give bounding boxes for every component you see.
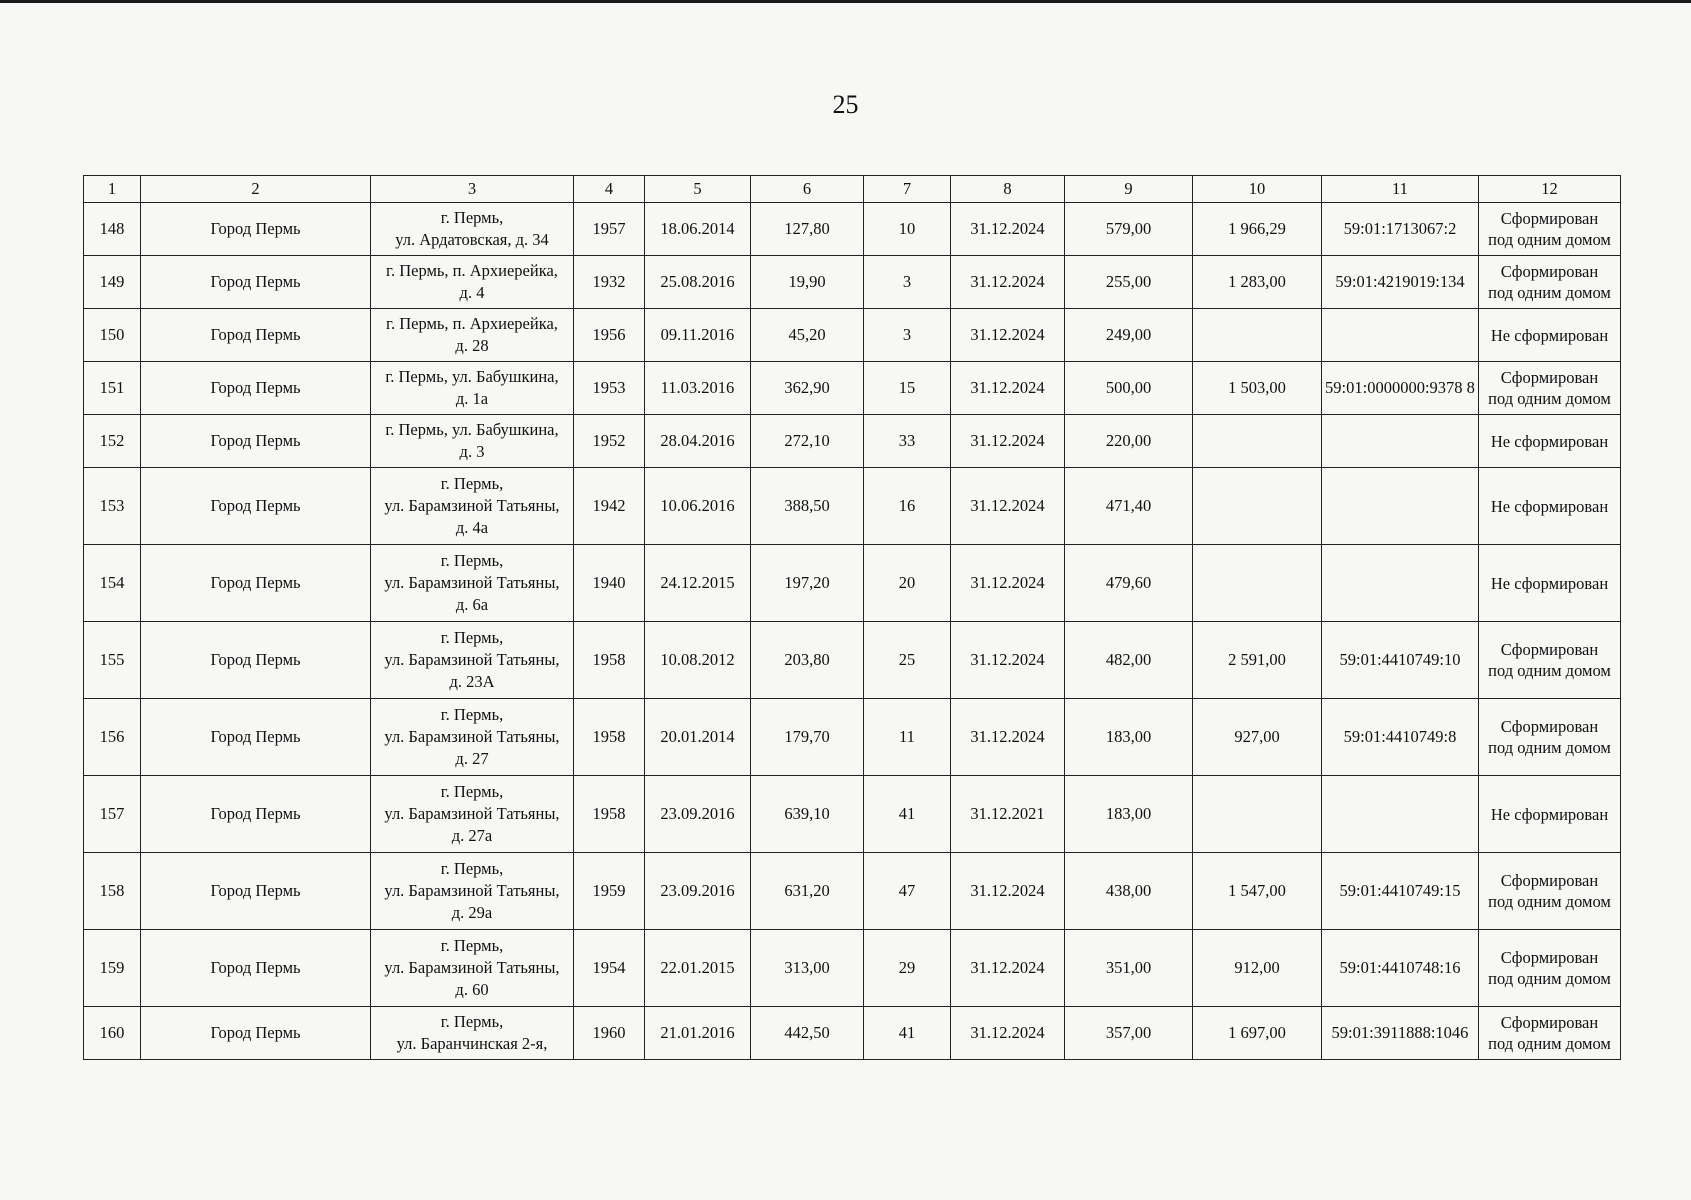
table-row: [84, 853, 1621, 930]
residents-cell: 10: [864, 203, 951, 256]
area-cell: 197,20: [751, 545, 864, 622]
column-header: 5: [645, 176, 751, 203]
status-cell: [1479, 309, 1621, 362]
value10-cell: [1193, 468, 1322, 545]
address-line: ул. Барамзиной Татьяны,: [384, 958, 560, 977]
row-number-cell: 154: [84, 545, 141, 622]
row-number-cell: 150: [84, 309, 141, 362]
status-cell: [1479, 468, 1621, 545]
year-cell: 1959: [574, 853, 645, 930]
status-line: Не сформирован: [1490, 431, 1609, 451]
cadastral-number-cell: 59:01:4219019:134: [1322, 256, 1479, 309]
status-line: под одним домом: [1488, 969, 1611, 988]
value10-cell: 927,00: [1193, 699, 1322, 776]
column-header: 3: [371, 176, 574, 203]
residents-cell: 41: [864, 1007, 951, 1060]
cadastral-number-cell: [1322, 776, 1479, 853]
row-number-cell: 155: [84, 622, 141, 699]
address-line: ул. Барамзиной Татьяны,: [384, 804, 560, 823]
address-line: ул. Барамзиной Татьяны,: [384, 496, 560, 515]
address-cell: [371, 699, 574, 776]
year-cell: 1953: [574, 362, 645, 415]
address-cell: [371, 203, 574, 256]
residents-cell: 3: [864, 309, 951, 362]
area-cell: 631,20: [751, 853, 864, 930]
status-cell: [1479, 622, 1621, 699]
address-line: д. 4а: [455, 518, 489, 537]
address-cell: [371, 309, 574, 362]
status-line: Сформирован: [1500, 948, 1599, 967]
area-cell: 203,80: [751, 622, 864, 699]
year-cell: 1952: [574, 415, 645, 468]
status-cell: [1479, 415, 1621, 468]
row-number-cell: 152: [84, 415, 141, 468]
date-cell: 10.08.2012: [645, 622, 751, 699]
status-line: Не сформирован: [1490, 325, 1609, 345]
address-line: г. Пермь,: [440, 1012, 504, 1031]
status-cell: [1479, 776, 1621, 853]
address-line: д. 4: [459, 283, 485, 302]
row-number-cell: 151: [84, 362, 141, 415]
address-line: д. 28: [455, 336, 489, 355]
table-row: [84, 776, 1621, 853]
status-line: Не сформирован: [1490, 573, 1609, 593]
year-cell: 1942: [574, 468, 645, 545]
status-line: Сформирован: [1500, 368, 1599, 387]
status-line: Сформирован: [1500, 717, 1599, 736]
scan-top-edge: [0, 0, 1691, 3]
status-line: Сформирован: [1500, 209, 1599, 228]
value10-cell: 2 591,00: [1193, 622, 1322, 699]
status-cell: [1479, 256, 1621, 309]
status-line: под одним домом: [1488, 661, 1611, 680]
residents-cell: 47: [864, 853, 951, 930]
status-cell: [1479, 853, 1621, 930]
value9-cell: 479,60: [1065, 545, 1193, 622]
date-cell: 11.03.2016: [645, 362, 751, 415]
table-row: [84, 256, 1621, 309]
address-line: г. Пермь, п. Архиерейка,: [386, 314, 558, 333]
value10-cell: 1 283,00: [1193, 256, 1322, 309]
address-line: д. 3: [459, 442, 485, 461]
address-line: ул. Баранчинская 2-я,: [396, 1034, 548, 1053]
municipality-cell: Город Пермь: [141, 776, 371, 853]
value10-cell: [1193, 415, 1322, 468]
value9-cell: 471,40: [1065, 468, 1193, 545]
residents-cell: 11: [864, 699, 951, 776]
table-row: [84, 203, 1621, 256]
deadline-cell: 31.12.2024: [951, 415, 1065, 468]
table-row: [84, 699, 1621, 776]
year-cell: 1954: [574, 930, 645, 1007]
row-number-cell: 160: [84, 1007, 141, 1060]
residents-cell: 15: [864, 362, 951, 415]
address-cell: [371, 468, 574, 545]
address-line: д. 29а: [451, 903, 493, 922]
residents-cell: 33: [864, 415, 951, 468]
cadastral-number-cell: [1322, 468, 1479, 545]
address-cell: [371, 622, 574, 699]
column-header: 9: [1065, 176, 1193, 203]
address-cell: [371, 853, 574, 930]
table-body: [84, 203, 1621, 1060]
municipality-cell: Город Пермь: [141, 256, 371, 309]
value10-cell: 912,00: [1193, 930, 1322, 1007]
deadline-cell: 31.12.2024: [951, 256, 1065, 309]
row-number-cell: 148: [84, 203, 141, 256]
date-cell: 25.08.2016: [645, 256, 751, 309]
column-header: 6: [751, 176, 864, 203]
row-number-cell: 156: [84, 699, 141, 776]
page-number: 25: [832, 90, 859, 119]
cadastral-number-cell: 59:01:3911888:1046: [1322, 1007, 1479, 1060]
residents-cell: 29: [864, 930, 951, 1007]
address-line: г. Пермь, п. Архиерейка,: [386, 261, 558, 280]
cadastral-number-cell: 59:01:4410748:16: [1322, 930, 1479, 1007]
value10-cell: [1193, 309, 1322, 362]
date-cell: 23.09.2016: [645, 853, 751, 930]
address-line: ул. Барамзиной Татьяны,: [384, 650, 560, 669]
value9-cell: 482,00: [1065, 622, 1193, 699]
column-header: 8: [951, 176, 1065, 203]
municipality-cell: Город Пермь: [141, 309, 371, 362]
value9-cell: 357,00: [1065, 1007, 1193, 1060]
date-cell: 18.06.2014: [645, 203, 751, 256]
value10-cell: [1193, 776, 1322, 853]
value9-cell: 183,00: [1065, 776, 1193, 853]
status-line: Сформирован: [1500, 871, 1599, 890]
status-line: Не сформирован: [1490, 804, 1609, 824]
municipality-cell: Город Пермь: [141, 622, 371, 699]
status-line: Сформирован: [1500, 640, 1599, 659]
deadline-cell: 31.12.2021: [951, 776, 1065, 853]
status-cell: [1479, 1007, 1621, 1060]
address-cell: [371, 776, 574, 853]
address-line: г. Пермь,: [440, 628, 504, 647]
date-cell: 09.11.2016: [645, 309, 751, 362]
deadline-cell: 31.12.2024: [951, 468, 1065, 545]
address-cell: [371, 256, 574, 309]
column-header: 7: [864, 176, 951, 203]
table-row: [84, 1007, 1621, 1060]
status-line: под одним домом: [1488, 230, 1611, 249]
status-cell: [1479, 545, 1621, 622]
area-cell: 639,10: [751, 776, 864, 853]
address-line: д. 23А: [449, 672, 495, 691]
deadline-cell: 31.12.2024: [951, 545, 1065, 622]
address-cell: [371, 545, 574, 622]
address-cell: [371, 362, 574, 415]
date-cell: 28.04.2016: [645, 415, 751, 468]
value10-cell: 1 697,00: [1193, 1007, 1322, 1060]
value9-cell: 220,00: [1065, 415, 1193, 468]
column-header: 1: [84, 176, 141, 203]
address-line: ул. Барамзиной Татьяны,: [384, 881, 560, 900]
residents-cell: 41: [864, 776, 951, 853]
area-cell: 127,80: [751, 203, 864, 256]
area-cell: 388,50: [751, 468, 864, 545]
table-row: [84, 309, 1621, 362]
residents-cell: 3: [864, 256, 951, 309]
column-header: 4: [574, 176, 645, 203]
table-row: [84, 468, 1621, 545]
table-row: [84, 362, 1621, 415]
row-number-cell: 153: [84, 468, 141, 545]
area-cell: 272,10: [751, 415, 864, 468]
column-header: 11: [1322, 176, 1479, 203]
municipality-cell: Город Пермь: [141, 203, 371, 256]
address-line: д. 6а: [455, 595, 489, 614]
address-line: ул. Ардатовская, д. 34: [395, 230, 549, 249]
address-line: ул. Барамзиной Татьяны,: [384, 727, 560, 746]
value10-cell: 1 503,00: [1193, 362, 1322, 415]
area-cell: 313,00: [751, 930, 864, 1007]
residents-cell: 25: [864, 622, 951, 699]
year-cell: 1932: [574, 256, 645, 309]
area-cell: 442,50: [751, 1007, 864, 1060]
value9-cell: 500,00: [1065, 362, 1193, 415]
cadastral-number-cell: 59:01:0000000:9378 8: [1322, 362, 1479, 415]
value10-cell: 1 966,29: [1193, 203, 1322, 256]
status-cell: [1479, 362, 1621, 415]
date-cell: 22.01.2015: [645, 930, 751, 1007]
address-cell: [371, 415, 574, 468]
address-cell: [371, 930, 574, 1007]
deadline-cell: 31.12.2024: [951, 699, 1065, 776]
municipality-cell: Город Пермь: [141, 415, 371, 468]
status-line: Сформирован: [1500, 262, 1599, 281]
column-header: 10: [1193, 176, 1322, 203]
registry-table: [83, 175, 1621, 1060]
address-line: г. Пермь, ул. Бабушкина,: [385, 367, 559, 386]
municipality-cell: Город Пермь: [141, 930, 371, 1007]
address-line: д. 1а: [455, 389, 489, 408]
area-cell: 179,70: [751, 699, 864, 776]
residents-cell: 20: [864, 545, 951, 622]
cadastral-number-cell: [1322, 545, 1479, 622]
year-cell: 1956: [574, 309, 645, 362]
year-cell: 1958: [574, 699, 645, 776]
row-number-cell: 157: [84, 776, 141, 853]
deadline-cell: 31.12.2024: [951, 622, 1065, 699]
address-line: д. 27: [455, 749, 489, 768]
year-cell: 1958: [574, 622, 645, 699]
date-cell: 23.09.2016: [645, 776, 751, 853]
value9-cell: 438,00: [1065, 853, 1193, 930]
address-line: г. Пермь,: [440, 208, 504, 227]
value10-cell: [1193, 545, 1322, 622]
area-cell: 19,90: [751, 256, 864, 309]
address-cell: [371, 1007, 574, 1060]
status-line: под одним домом: [1488, 1034, 1611, 1053]
deadline-cell: 31.12.2024: [951, 930, 1065, 1007]
column-header: 12: [1479, 176, 1621, 203]
column-header: 2: [141, 176, 371, 203]
value10-cell: 1 547,00: [1193, 853, 1322, 930]
address-line: г. Пермь,: [440, 782, 504, 801]
status-line: под одним домом: [1488, 283, 1611, 302]
year-cell: 1957: [574, 203, 645, 256]
address-line: д. 60: [455, 980, 489, 999]
cadastral-number-cell: [1322, 309, 1479, 362]
address-line: г. Пермь,: [440, 551, 504, 570]
status-cell: [1479, 699, 1621, 776]
deadline-cell: 31.12.2024: [951, 362, 1065, 415]
cadastral-number-cell: 59:01:4410749:8: [1322, 699, 1479, 776]
row-number-cell: 149: [84, 256, 141, 309]
residents-cell: 16: [864, 468, 951, 545]
address-line: ул. Барамзиной Татьяны,: [384, 573, 560, 592]
status-line: под одним домом: [1488, 892, 1611, 911]
value9-cell: 351,00: [1065, 930, 1193, 1007]
municipality-cell: Город Пермь: [141, 699, 371, 776]
address-line: д. 27а: [451, 826, 493, 845]
address-line: г. Пермь,: [440, 705, 504, 724]
area-cell: 362,90: [751, 362, 864, 415]
row-number-cell: 158: [84, 853, 141, 930]
date-cell: 24.12.2015: [645, 545, 751, 622]
status-line: под одним домом: [1488, 389, 1611, 408]
date-cell: 20.01.2014: [645, 699, 751, 776]
header-row: [84, 176, 1621, 203]
municipality-cell: Город Пермь: [141, 362, 371, 415]
cadastral-number-cell: [1322, 415, 1479, 468]
row-number-cell: 159: [84, 930, 141, 1007]
address-line: г. Пермь,: [440, 474, 504, 493]
municipality-cell: Город Пермь: [141, 853, 371, 930]
date-cell: 21.01.2016: [645, 1007, 751, 1060]
municipality-cell: Город Пермь: [141, 468, 371, 545]
deadline-cell: 31.12.2024: [951, 203, 1065, 256]
area-cell: 45,20: [751, 309, 864, 362]
status-cell: [1479, 203, 1621, 256]
table-row: [84, 415, 1621, 468]
value9-cell: 249,00: [1065, 309, 1193, 362]
status-line: Не сформирован: [1490, 496, 1609, 516]
municipality-cell: Город Пермь: [141, 545, 371, 622]
table-row: [84, 930, 1621, 1007]
deadline-cell: 31.12.2024: [951, 309, 1065, 362]
status-line: под одним домом: [1488, 738, 1611, 757]
address-line: г. Пермь,: [440, 936, 504, 955]
cadastral-number-cell: 59:01:1713067:2: [1322, 203, 1479, 256]
address-line: г. Пермь,: [440, 859, 504, 878]
year-cell: 1958: [574, 776, 645, 853]
value9-cell: 579,00: [1065, 203, 1193, 256]
deadline-cell: 31.12.2024: [951, 853, 1065, 930]
status-cell: [1479, 930, 1621, 1007]
municipality-cell: Город Пермь: [141, 1007, 371, 1060]
table-row: [84, 622, 1621, 699]
deadline-cell: 31.12.2024: [951, 1007, 1065, 1060]
table-row: [84, 545, 1621, 622]
year-cell: 1960: [574, 1007, 645, 1060]
cadastral-number-cell: 59:01:4410749:15: [1322, 853, 1479, 930]
status-line: Сформирован: [1500, 1013, 1599, 1032]
value9-cell: 183,00: [1065, 699, 1193, 776]
date-cell: 10.06.2016: [645, 468, 751, 545]
cadastral-number-cell: 59:01:4410749:10: [1322, 622, 1479, 699]
value9-cell: 255,00: [1065, 256, 1193, 309]
year-cell: 1940: [574, 545, 645, 622]
address-line: г. Пермь, ул. Бабушкина,: [385, 420, 559, 439]
